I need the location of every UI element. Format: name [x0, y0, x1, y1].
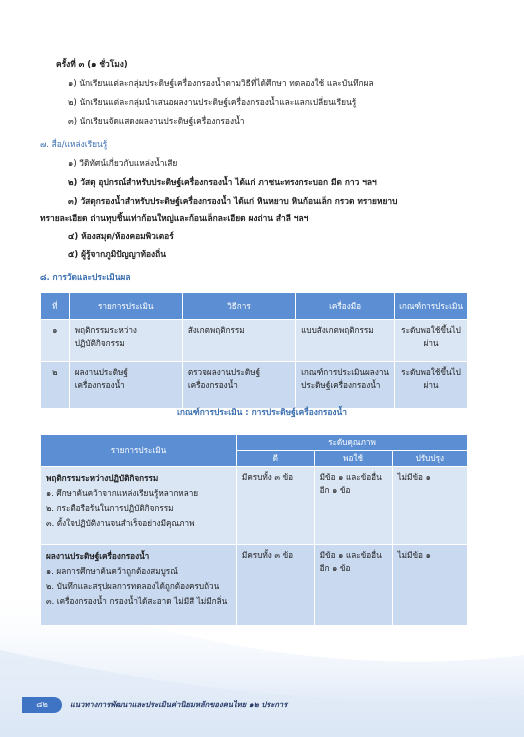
footer-text: แนวทางการพัฒนาและประเมินค่านิยมหลักของคนไทย ๑๒ ประการ	[70, 700, 288, 709]
row-tool-line: ประดิษฐ์เครื่องกรองน้ำ	[301, 380, 381, 390]
criteria-point: ๒. บันทึกและสรุปผลการทดลองได้ถูกต้องครบถ้วน	[46, 581, 220, 591]
row-no: ๒	[52, 367, 58, 377]
table-row	[41, 320, 468, 362]
media-heading: ๗. สื่อ/แหล่งเรียนรู้	[40, 139, 108, 149]
row-criteria-line: ผ่าน	[423, 380, 439, 390]
criteria-col-item: รายการประเมิน	[41, 435, 237, 467]
criteria-point: ๑. ผลการศึกษาค้นคว้าถูกต้องสมบูรณ์	[46, 566, 178, 576]
level-poor: ปรับปรุง	[392, 451, 467, 467]
criteria-poor: ไม่มีข้อ ๑	[397, 550, 431, 560]
col-header-no: ที่	[41, 293, 70, 320]
level-good: ดี	[236, 451, 314, 467]
col-header-criteria: เกณฑ์การประเมิน	[395, 293, 468, 320]
criteria-point: ๒. กระตือรือร้นในการปฏิบัติกิจกรรม	[46, 503, 174, 513]
media-item-3b: ทรายละเอียด ถ่านทุบชิ้นเท่าก้อนใหญ่และก้อนเล็กละเอียด ผงถ่าน สำลี ฯลฯ	[40, 213, 309, 223]
criteria-row-title: ผลงานประดิษฐ์เครื่องกรองน้ำ	[46, 551, 150, 561]
table-row	[41, 362, 468, 409]
level-fair: พอใช้	[314, 451, 392, 467]
row-criteria-line: ผ่าน	[423, 338, 439, 348]
criteria-point: ๓. ตั้งใจปฏิบัติงานจนสำเร็จอย่างมีคุณภาพ	[46, 518, 195, 528]
criteria-poor: ไม่มีข้อ ๑	[397, 472, 431, 482]
media-item-2: ๒) วัสดุ อุปกรณ์สำหรับประดิษฐ์เครื่องกรองน้ำ ได้แก่ ภาชนะทรงกระบอก มีด กาว ฯลฯ	[68, 177, 377, 187]
session-item-2: ๒) นักเรียนแต่ละกลุ่มนำเสนอผลงานประดิษฐ์เครื่องกรองน้ำและแลกเปลี่ยนเรียนรู้	[68, 97, 357, 107]
criteria-fair-line: อีก ๑ ข้อ	[319, 485, 351, 495]
criteria-col-level: ระดับคุณภาพ	[236, 435, 467, 451]
session-item-3: ๓) นักเรียนจัดแสดงผลงานประดิษฐ์เครื่องกรองน้ำ	[68, 116, 245, 126]
assessment-table	[40, 292, 468, 409]
criteria-good: มีครบทั้ง ๓ ข้อ	[241, 472, 294, 482]
assessment-heading: ๘. การวัดและประเมินผล	[40, 272, 131, 282]
col-header-item: รายการประเมิน	[69, 293, 182, 320]
col-header-tool: เครื่องมือ	[296, 293, 395, 320]
criteria-good: มีครบทั้ง ๓ ข้อ	[241, 550, 294, 560]
row-item-line: พฤติกรรมระหว่าง	[74, 325, 137, 335]
row-item-line: ผลงานประดิษฐ์	[74, 367, 128, 377]
criteria-point: ๑. ศึกษาค้นคว้าจากแหล่งเรียนรู้หลากหลาย	[46, 488, 199, 498]
row-method: สังเกตพฤติกรรม	[187, 325, 245, 335]
session-heading: ครั้งที่ ๓ (๑ ชั่วโมง)	[56, 59, 128, 69]
row-criteria-line: ระดับพอใช้ขึ้นไป	[401, 325, 461, 335]
criteria-row-title: พฤติกรรมระหว่างปฏิบัติกิจกรรม	[46, 473, 159, 483]
row-item-line: ปฏิบัติกิจกรรม	[74, 338, 125, 348]
row-method-line: ตรวจผลงานประดิษฐ์	[187, 367, 261, 377]
media-item-4: ๔) ห้องสมุด/ห้องคอมพิวเตอร์	[68, 231, 174, 241]
criteria-point: ๓. เครื่องกรองน้ำ กรองน้ำได้สะอาด ไม่มีสี ไม่มีกลิ่น	[46, 596, 228, 606]
row-tool: แบบสังเกตพฤติกรรม	[301, 325, 374, 335]
media-item-5: ๕) ผู้รู้จากภูมิปัญญาท้องถิ่น	[68, 249, 166, 259]
row-criteria-line: ระดับพอใช้ขึ้นไป	[401, 367, 461, 377]
criteria-fair-line: มีข้อ ๑ และข้ออื่น	[319, 472, 382, 482]
row-no: ๑	[52, 325, 58, 335]
page-number: ๘๒	[22, 697, 62, 713]
row-item-line: เครื่องกรองน้ำ	[74, 380, 125, 390]
criteria-fair-line: อีก ๑ ข้อ	[319, 563, 351, 573]
criteria-table	[40, 434, 468, 626]
criteria-fair-line: มีข้อ ๑ และข้ออื่น	[319, 550, 382, 560]
row-tool-line: เกณฑ์การประเมินผลงาน	[301, 367, 390, 377]
table-row	[41, 545, 468, 626]
table-row	[41, 467, 468, 545]
criteria-title: เกณฑ์การประเมิน : การประดิษฐ์เครื่องกรองน้ำ	[177, 407, 347, 417]
row-method-line: เครื่องกรองน้ำ	[187, 380, 238, 390]
col-header-method: วิธีการ	[182, 293, 295, 320]
session-item-1: ๑) นักเรียนแต่ละกลุ่มประดิษฐ์เครื่องกรองน้ำตามวิธีที่ได้ศึกษา ทดลองใช้ และบันทึกผล	[68, 78, 374, 88]
media-item-3a: ๓) วัสดุกรองน้ำสำหรับประดิษฐ์เครื่องกรองน้ำ ได้แก่ หินหยาบ หินก้อนเล็ก กรวด ทรายหยาบ	[68, 196, 398, 206]
media-item-1: ๑) วีดิทัศน์เกี่ยวกับแหล่งน้ำเสีย	[68, 158, 178, 168]
